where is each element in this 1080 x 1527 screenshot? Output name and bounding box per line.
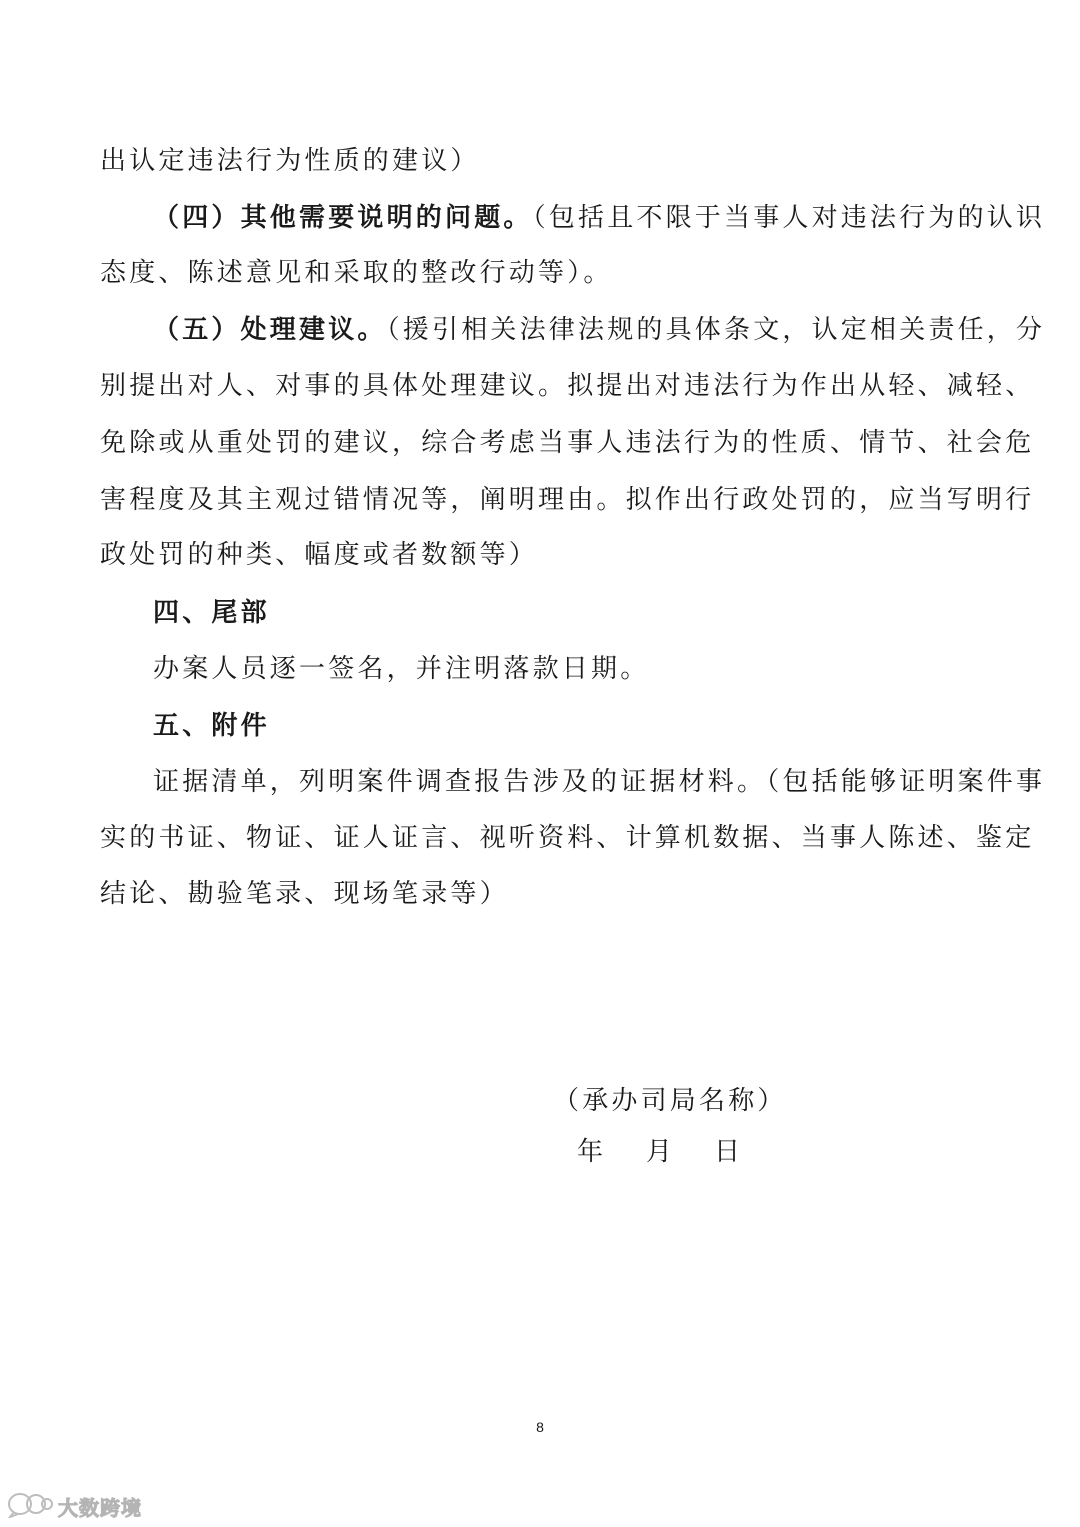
paragraph-line: 免除或从重处罚的建议，综合考虑当事人违法行为的性质、情节、社会危 — [100, 428, 1035, 458]
paragraph-line: 害程度及其主观过错情况等，阐明理由。拟作出行政处罚的，应当写明行 — [100, 485, 1035, 515]
page-number: 8 — [536, 1419, 544, 1435]
item-four-text: （包括且不限于当事人对违法行为的认识 — [532, 203, 1046, 233]
item-four-line — [153, 203, 1046, 233]
watermark-text: 大数跨境 — [58, 1495, 142, 1520]
paragraph-line: 出认定违法行为性质的建议） — [100, 146, 480, 176]
watermark-logo-icon — [6, 1490, 54, 1522]
item-five-line — [153, 315, 1046, 345]
paragraph-line: 结论、勘验笔录、现场笔录等） — [100, 879, 509, 909]
paragraph-line: 实的书证、物证、证人证言、视听资料、计算机数据、当事人陈述、鉴定 — [100, 823, 1035, 853]
item-four-label: （四）其他需要说明的问题。 — [153, 203, 533, 233]
paragraph-line: 政处罚的种类、幅度或者数额等） — [100, 540, 539, 570]
paragraph-line: 办案人员逐一签名，并注明落款日期。 — [153, 654, 650, 684]
signature-org: （承办司局名称） — [553, 1086, 787, 1116]
paragraph-line: 证据清单，列明案件调查报告涉及的证据材料。（包括能够证明案件事 — [153, 767, 1046, 797]
section-heading-tail: 四、尾部 — [153, 598, 270, 628]
item-five-label: （五）处理建议。 — [153, 315, 387, 345]
signature-year: 年 — [577, 1137, 607, 1167]
signature-month: 月 — [646, 1137, 676, 1167]
section-heading-attachment: 五、附件 — [153, 711, 270, 741]
paragraph-line: 态度、陈述意见和采取的整改行动等）。 — [100, 258, 613, 288]
item-five-text: （援引相关法律法规的具体条文，认定相关责任，分 — [386, 315, 1046, 345]
signature-day: 日 — [714, 1137, 744, 1167]
paragraph-line: 别提出对人、对事的具体处理建议。拟提出对违法行为作出从轻、减轻、 — [100, 371, 1035, 401]
watermark — [6, 1490, 142, 1522]
